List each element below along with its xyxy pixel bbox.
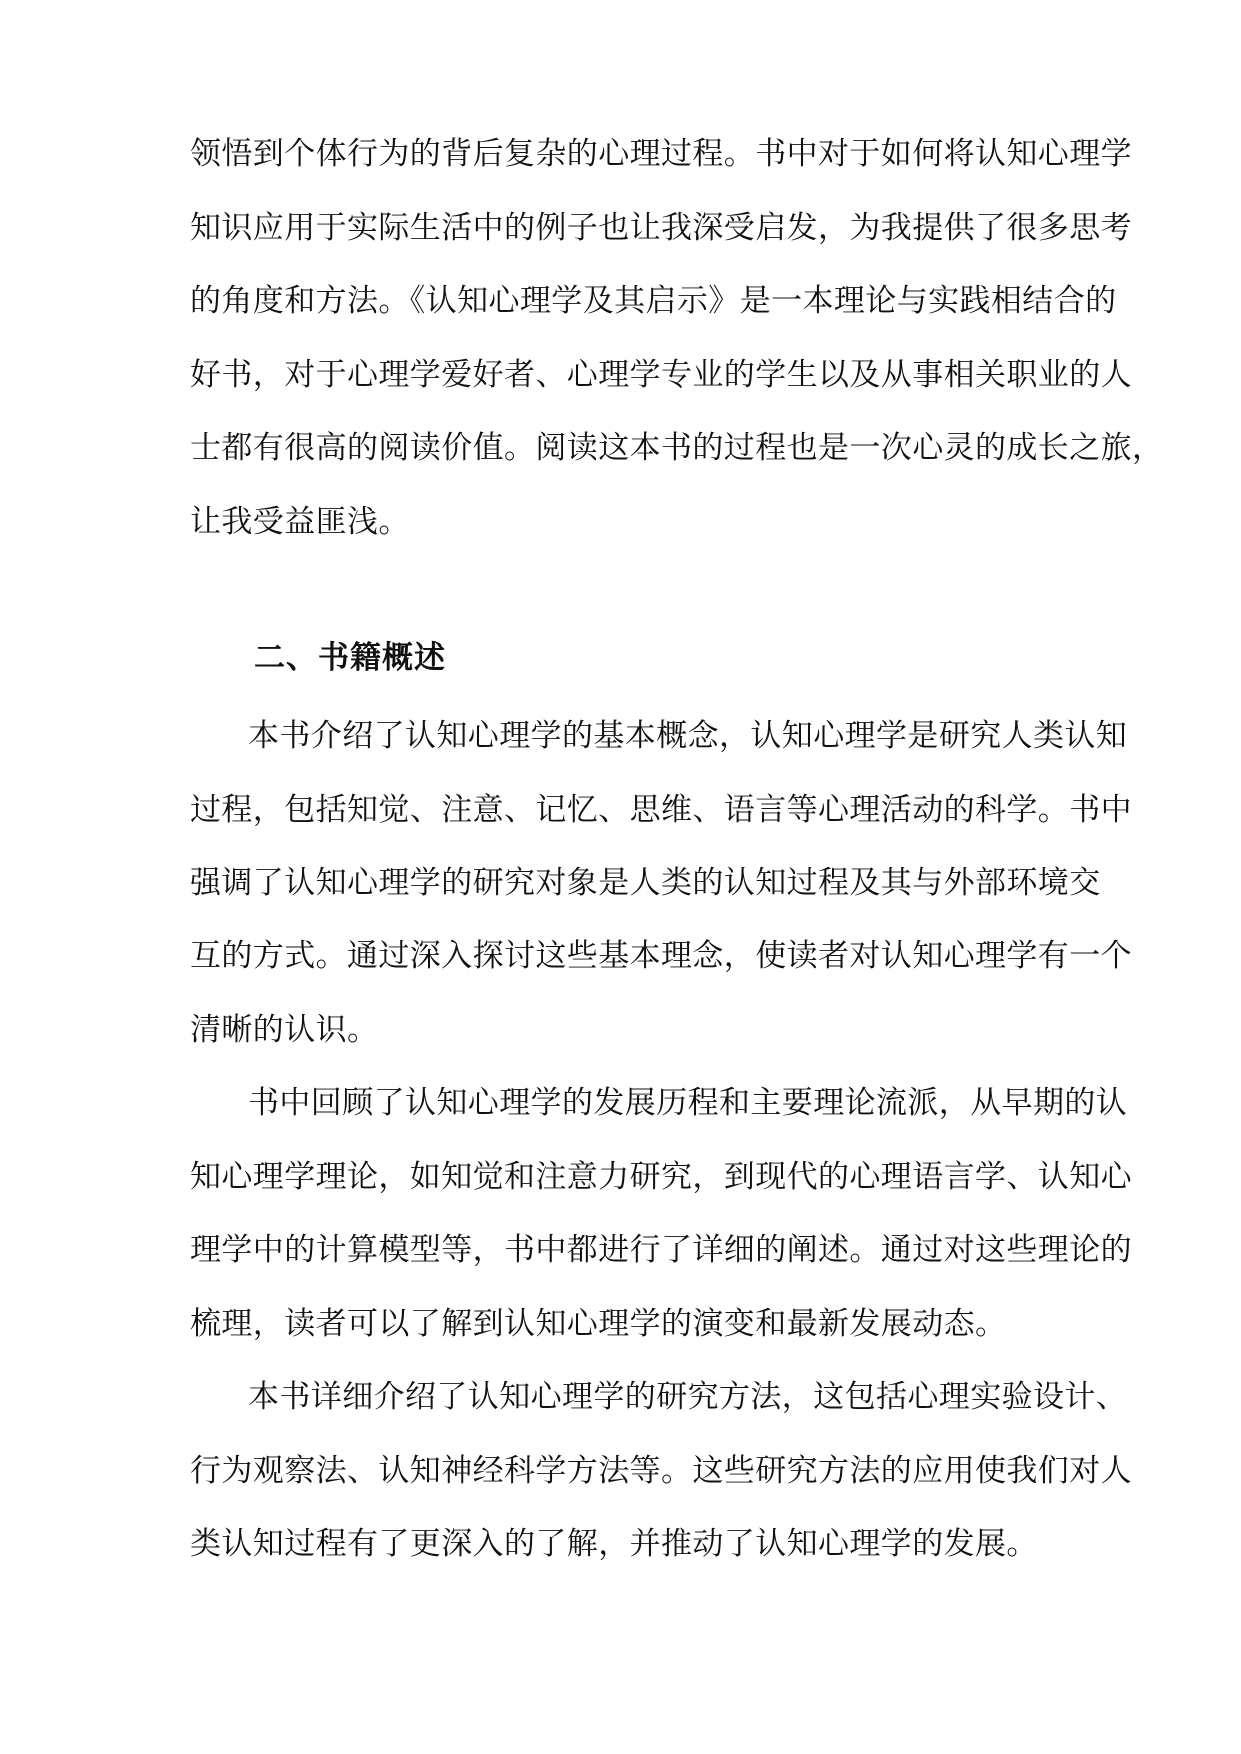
text-line: 好书，对于心理学爱好者、心理学专业的学生以及从事相关职业的人	[190, 357, 1132, 393]
text-line: 梳理，读者可以了解到认知心理学的演变和最新发展动态。	[190, 1306, 1007, 1342]
text-line: 书中回顾了认知心理学的发展历程和主要理论流派，从早期的认	[248, 1085, 1128, 1121]
text-line: 理学中的计算模型等，书中都进行了详细的阐述。通过对这些理论的	[190, 1232, 1132, 1268]
text-line: 互的方式。通过深入探讨这些基本理念，使读者对认知心理学有一个	[190, 938, 1132, 974]
text-line: 知识应用于实际生活中的例子也让我深受启发，为我提供了很多思考	[190, 210, 1132, 246]
text-line: 领悟到个体行为的背后复杂的心理过程。书中对于如何将认知心理学	[190, 136, 1132, 172]
text-line: 本书介绍了认知心理学的基本概念，认知心理学是研究人类认知	[248, 718, 1128, 754]
text-line: 的角度和方法。《认知心理学及其启示》是一本理论与实践相结合的	[190, 283, 1117, 319]
text-line: 强调了认知心理学的研究对象是人类的认知过程及其与外部环境交	[190, 865, 1101, 901]
text-line: 士都有很高的阅读价值。阅读这本书的过程也是一次心灵的成长之旅，	[190, 430, 1164, 466]
text-line: 知心理学理论，如知觉和注意力研究，到现代的心理语言学、认知心	[190, 1159, 1132, 1195]
text-line: 本书详细介绍了认知心理学的研究方法，这包括心理实验设计、	[248, 1379, 1128, 1415]
text-line: 类认知过程有了更深入的了解，并推动了认知心理学的发展。	[190, 1526, 1038, 1562]
text-line: 过程，包括知觉、注意、记忆、思维、语言等心理活动的科学。书中	[190, 792, 1132, 828]
text-line: 让我受益匪浅。	[190, 504, 410, 540]
text-line: 行为观察法、认知神经科学方法等。这些研究方法的应用使我们对人	[190, 1453, 1132, 1489]
section-heading: 二、书籍概述	[254, 640, 446, 676]
text-line: 清晰的认识。	[190, 1012, 379, 1048]
